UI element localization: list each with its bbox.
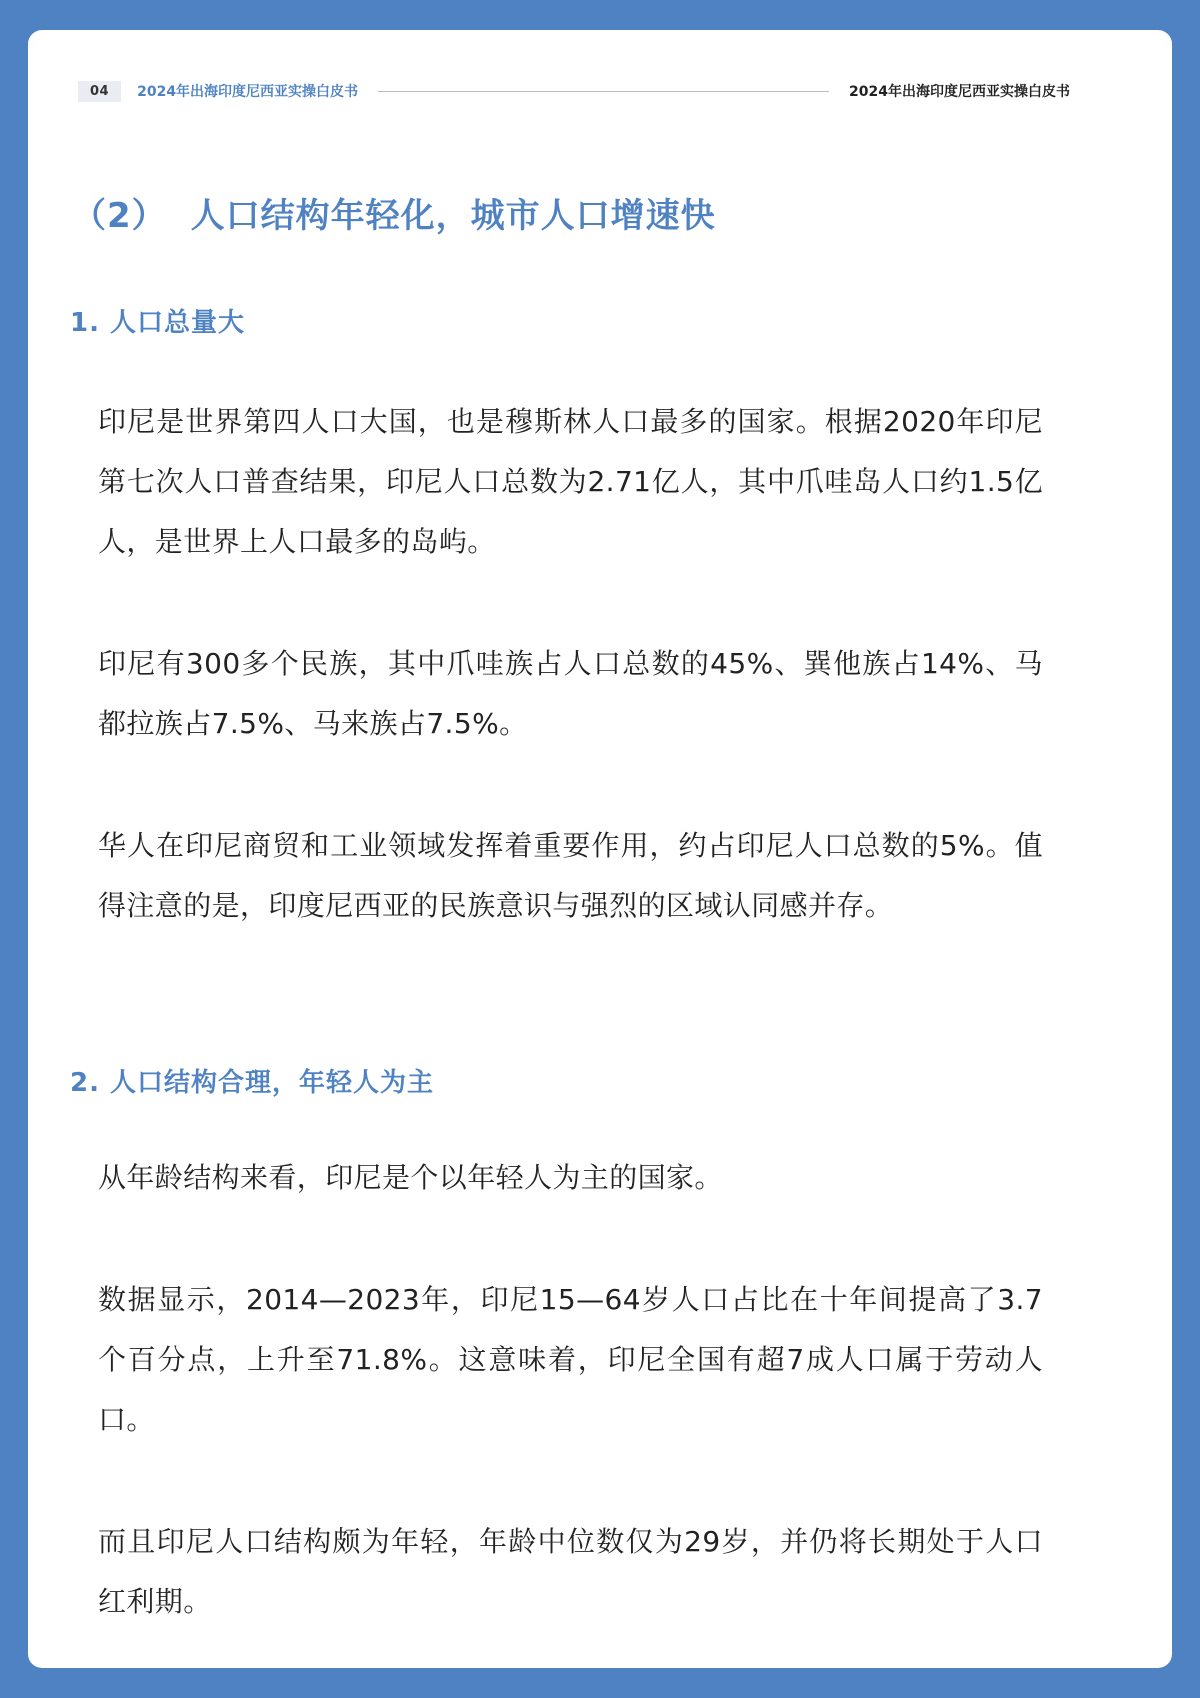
page-header: [78, 78, 1070, 104]
header-divider: [378, 91, 829, 92]
paragraph: 数据显示，2014—2023年，印尼15—64岁人口占比在十年间提高了3.7个百分点，上升至71.8%。这意味着，印尼全国有超7成人口属于劳动人口。: [98, 1283, 1043, 1436]
paragraph: 华人在印尼商贸和工业领域发挥着重要作用，约占印尼人口总数的5%。值得注意的是，印度尼西亚的民族意识与强烈的区域认同感并存。: [98, 829, 1043, 922]
paragraph: 从年龄结构来看，印尼是个以年轻人为主的国家。: [98, 1161, 723, 1194]
paragraph: 印尼有300多个民族，其中爪哇族占人口总数的45%、巽他族占14%、马都拉族占7.5%、马来族占7.5%。: [98, 647, 1043, 740]
page-number: 04: [78, 81, 121, 102]
paragraph: 印尼是世界第四人口大国，也是穆斯林人口最多的国家。根据2020年印尼第七次人口普查结果，印尼人口总数为2.71亿人，其中爪哇岛人口约1.5亿人，是世界上人口最多的岛屿。: [98, 405, 1043, 558]
section-title: [72, 188, 716, 237]
paragraph: 而且印尼人口结构颇为年轻，年龄中位数仅为29岁，并仍将长期处于人口红利期。: [98, 1525, 1043, 1618]
section-title-text: 人口结构年轻化，城市人口增速快: [190, 196, 716, 236]
header-title-right: 2024年出海印度尼西亚实操白皮书: [849, 84, 1070, 100]
subsection-heading: 1. 人口总量大: [70, 308, 246, 338]
header-title-left: 2024年出海印度尼西亚实操白皮书: [137, 84, 359, 100]
section-number: （2）: [72, 196, 167, 236]
subsection-heading: 2. 人口结构合理，年轻人为主: [70, 1068, 435, 1098]
